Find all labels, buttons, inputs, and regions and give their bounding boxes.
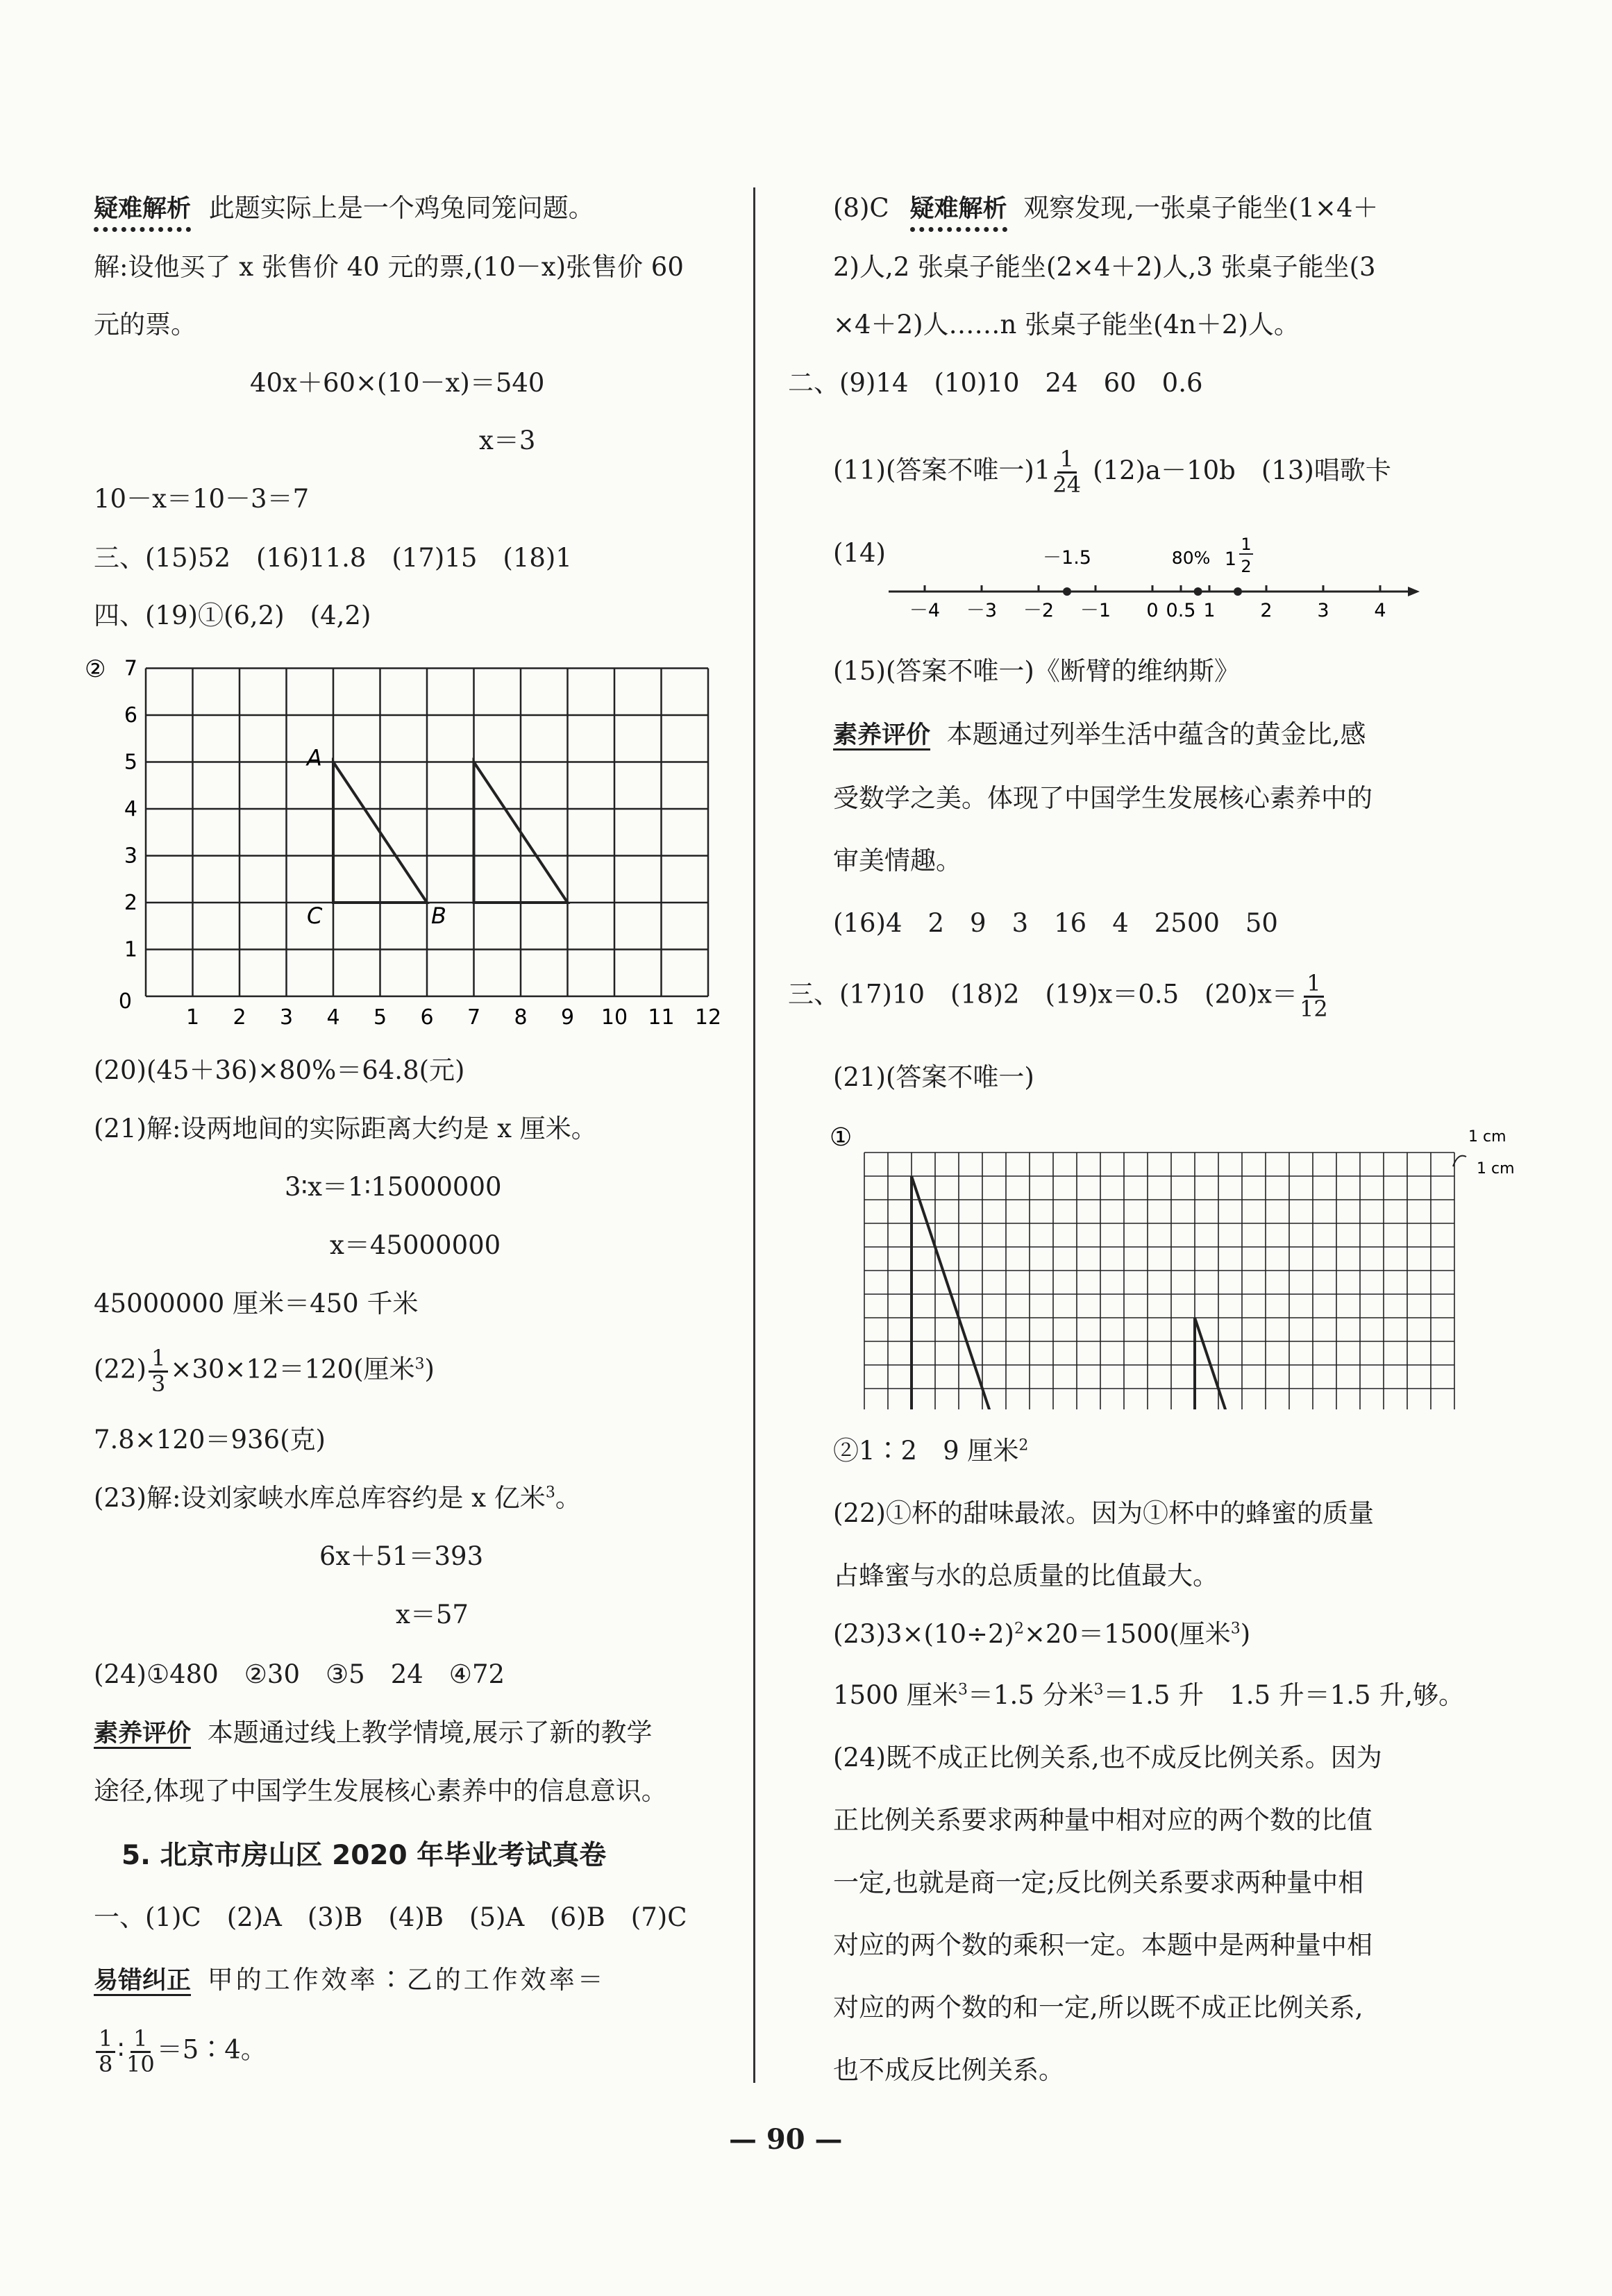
y-tick-label: 1	[124, 937, 137, 962]
numerator: 1	[149, 1347, 168, 1373]
answer-8-line2: 2)人,2 张桌子能坐(2×4＋2)人,3 张桌子能坐(3	[833, 252, 1376, 282]
x-tick-label: 10	[601, 1005, 628, 1030]
answer-14: (14)	[833, 538, 886, 568]
error-fraction-line	[94, 2027, 267, 2076]
arrow-icon	[1408, 587, 1420, 596]
point-80-percent	[1194, 587, 1202, 596]
numerator: 1	[1304, 972, 1323, 998]
solution-line: 解:设他买了 x 张售价 40 元的票,(10－x)张售价 60	[94, 252, 684, 282]
evaluation-line2: 受数学之美。体现了中国学生发展核心素养中的	[833, 783, 1372, 813]
unit-label-width: 1 cm	[1468, 1128, 1506, 1146]
error-note	[94, 1965, 606, 1995]
number-line	[882, 528, 1437, 625]
vertex-label-b: B	[431, 903, 446, 929]
superscript: 3	[1093, 1681, 1104, 1699]
tick-label: －1	[1080, 600, 1111, 621]
equation: 3∶x＝1∶15000000	[285, 1172, 502, 1202]
answer-21: (21)(答案不唯一)	[833, 1062, 1034, 1092]
answer-16: (16)4 2 9 3 16 4 2500 50	[833, 908, 1278, 938]
fraction	[1300, 972, 1328, 1021]
answer-24: (24)①480 ②30 ③5 24 ④72	[94, 1659, 505, 1689]
page-number: — 90 —	[729, 2123, 843, 2156]
answer-24-line3: 一定,也就是商一定;反比例关系要求两种量中相	[833, 1868, 1364, 1897]
vertex-label-a: A	[307, 744, 322, 771]
superscript: 2	[1018, 1436, 1029, 1455]
tick-label: －2	[1023, 600, 1055, 621]
note-text: 观察发现,一张桌子能坐(1×4＋	[1023, 193, 1379, 223]
denominator: 8	[99, 2050, 113, 2077]
q8-answer: (8)C	[833, 193, 889, 223]
denominator: 3	[151, 1370, 166, 1397]
fraction	[96, 2027, 115, 2076]
q23-part2: ×20＝1500(厘米	[1024, 1619, 1231, 1649]
answer-22-line2: 7.8×120＝936(克)	[94, 1425, 326, 1455]
answer-20: (20)(45＋36)×80%＝64.8(元)	[94, 1055, 465, 1085]
q22-prefix: (22)	[94, 1354, 146, 1384]
q22-close: )	[424, 1354, 435, 1384]
fraction	[149, 1347, 168, 1396]
equation: x＝3	[479, 426, 536, 455]
ratio-result: ＝5∶4。	[156, 2034, 267, 2065]
superscript: 2	[1014, 1620, 1024, 1638]
superscript: 3	[414, 1355, 425, 1373]
q11-prefix: (11)(答案不唯一)1	[833, 455, 1051, 485]
tick-label: 0	[1146, 600, 1159, 621]
ratio-colon: ∶	[117, 2034, 124, 2065]
answer-23	[94, 1483, 581, 1514]
q23-l2b: ＝1.5 分米	[967, 1680, 1094, 1710]
answer-24-line4: 对应的两个数的乘积一定。本题中是两种量中相	[833, 1930, 1372, 1960]
x-tick-label: 5	[373, 1005, 387, 1030]
section-1-answers: 一、(1)C (2)A (3)B (4)B (5)A (6)B (7)C	[94, 1902, 687, 1932]
tick-label: －3	[966, 600, 998, 621]
q23-close: )	[1240, 1619, 1251, 1649]
error-text: 甲的工作效率∶乙的工作效率＝	[207, 1965, 606, 1995]
coordinate-grid	[83, 653, 729, 1041]
note-label: 疑难解析	[910, 195, 1007, 232]
x-tick-label: 11	[648, 1005, 675, 1030]
y-tick-label: 5	[124, 750, 137, 775]
answer-24-line1: (24)既不成正比例关系,也不成反比例关系。因为	[833, 1743, 1382, 1773]
numerator: 1	[1057, 448, 1077, 474]
column-divider	[753, 187, 755, 2083]
superscript: 3	[1230, 1620, 1241, 1638]
evaluation-note	[833, 719, 1366, 750]
point-neg-1.5	[1063, 587, 1071, 596]
note-label: 疑难解析	[94, 195, 191, 232]
q23-l2c: ＝1.5 升 1.5 升＝1.5 升,够。	[1103, 1680, 1465, 1710]
evaluation-note-line2: 途径,体现了中国学生发展核心素养中的信息意识。	[94, 1776, 667, 1806]
denominator: 12	[1300, 995, 1328, 1022]
x-tick-label: 6	[420, 1005, 434, 1030]
solution-line: 10－x＝10－3＝7	[94, 484, 310, 514]
x-tick-label: 8	[514, 1005, 528, 1030]
eval-label: 素养评价	[94, 1720, 192, 1748]
answer-24-line5: 对应的两个数的和一定,所以既不成正比例关系,	[833, 1993, 1363, 2022]
answer-22-line1: (22)①杯的甜味最浓。因为①杯中的蜂蜜的质量	[833, 1498, 1374, 1528]
q22-rest: ×30×12＝120(厘米	[170, 1354, 415, 1384]
x-tick-label: 12	[694, 1005, 722, 1030]
evaluation-note	[94, 1718, 653, 1748]
x-tick-label: 2	[233, 1005, 246, 1030]
q23-text: (23)解:设刘家峡水库总库容约是 x 亿米	[94, 1483, 546, 1513]
answer-23-line2	[833, 1680, 1464, 1711]
scale-grid	[830, 1118, 1524, 1409]
equation: 6x＋51＝393	[319, 1541, 484, 1571]
point-label: 80%	[1171, 548, 1211, 568]
superscript: 3	[545, 1484, 555, 1502]
unit-brace-icon	[1453, 1156, 1466, 1166]
grid-marker: ①	[830, 1123, 853, 1152]
y-tick-label: 7	[124, 656, 137, 681]
q23-part1: (23)3×(10÷2)	[833, 1619, 1014, 1649]
fraction	[126, 2027, 155, 2076]
answer-24-line2: 正比例关系要求两种量中相对应的两个数的比值	[833, 1805, 1372, 1835]
answer-22	[94, 1347, 435, 1396]
eval-label: 素养评价	[833, 721, 931, 749]
answer-21: (21)解:设两地间的实际距离大约是 x 厘米。	[94, 1114, 597, 1143]
tick-label: 0.5	[1166, 600, 1196, 621]
answer-21-result: 45000000 厘米＝450 千米	[94, 1289, 419, 1318]
x-tick-label: 4	[326, 1005, 340, 1030]
point-label: －1.5	[1043, 547, 1091, 569]
equation: x＝57	[396, 1600, 469, 1629]
answer-22-line2: 占蜂蜜与水的总质量的比值最大。	[833, 1561, 1218, 1591]
answer-24-line6: 也不成反比例关系。	[833, 2055, 1064, 2085]
tick-label: 4	[1374, 600, 1386, 621]
x-tick-label: 3	[279, 1005, 294, 1030]
q11-rest: (12)a－10b (13)唱歌卡	[1093, 455, 1391, 485]
point-label-den: 2	[1241, 557, 1252, 576]
evaluation-line3: 审美情趣。	[833, 846, 962, 875]
x-tick-label: 1	[185, 1005, 200, 1030]
error-label: 易错纠正	[94, 1967, 192, 1995]
equation: x＝45000000	[330, 1230, 501, 1260]
q23-l2a: 1500 厘米	[833, 1680, 958, 1710]
grid-origin: 0	[118, 989, 132, 1014]
eval-text: 本题通过列举生活中蕴含的黄金比,感	[946, 719, 1366, 749]
tick-label: 1	[1203, 600, 1216, 621]
tick-label: －4	[909, 600, 941, 621]
answer-15: (15)(答案不唯一)《断臂的维纳斯》	[833, 656, 1240, 686]
section-3-answers: 三、(15)52 (16)11.8 (17)15 (18)1	[94, 543, 572, 573]
answer-21-part2	[833, 1436, 1028, 1466]
grid-marker: ②	[85, 655, 106, 683]
note-difficulty	[94, 193, 594, 224]
q21-2-text: ②1∶2 9 厘米	[833, 1436, 1019, 1466]
y-tick-label: 3	[124, 844, 137, 869]
solution-line: 元的票。	[94, 310, 196, 340]
denominator: 10	[126, 2050, 155, 2077]
section-3-answers	[788, 972, 1330, 1021]
answer-11	[833, 448, 1391, 496]
answer-8-line3: ×4＋2)人……n 张桌子能坐(4n＋2)人。	[833, 310, 1300, 340]
y-tick-label: 4	[124, 797, 137, 821]
point-1-and-half	[1234, 587, 1242, 596]
numerator: 1	[96, 2027, 115, 2053]
y-tick-label: 6	[124, 703, 137, 728]
superscript: 3	[957, 1681, 968, 1699]
point-label-num: 1	[1241, 535, 1252, 554]
exam-title: 5. 北京市房山区 2020 年毕业考试真卷	[121, 1840, 607, 1871]
denominator: 24	[1052, 471, 1082, 498]
y-tick-label: 2	[124, 891, 137, 915]
section-2-answers: 二、(9)14 (10)10 24 60 0.6	[788, 368, 1203, 398]
q23-end: 。	[555, 1483, 581, 1513]
tick-label: 3	[1317, 600, 1329, 621]
tick-label: 2	[1260, 600, 1273, 621]
point-label-whole: 1	[1224, 548, 1236, 570]
fraction	[1052, 448, 1081, 496]
unit-label-height: 1 cm	[1477, 1160, 1515, 1178]
numerator: 1	[131, 2027, 150, 2053]
answer-23	[833, 1619, 1250, 1650]
section-4-answers: 四、(19)①(6,2) (4,2)	[94, 601, 371, 630]
vertex-label-c: C	[307, 903, 323, 929]
x-tick-label: 7	[467, 1005, 481, 1030]
eval-text: 本题通过线上教学情境,展示了新的教学	[207, 1718, 653, 1748]
s3-prefix: 三、(17)10 (18)2 (19)x＝0.5 (20)x＝	[788, 979, 1298, 1009]
equation: 40x＋60×(10－x)＝540	[250, 368, 545, 398]
note-text: 此题实际上是一个鸡兔同笼问题。	[208, 193, 594, 223]
x-tick-label: 9	[560, 1005, 575, 1030]
answer-8	[833, 193, 1379, 224]
